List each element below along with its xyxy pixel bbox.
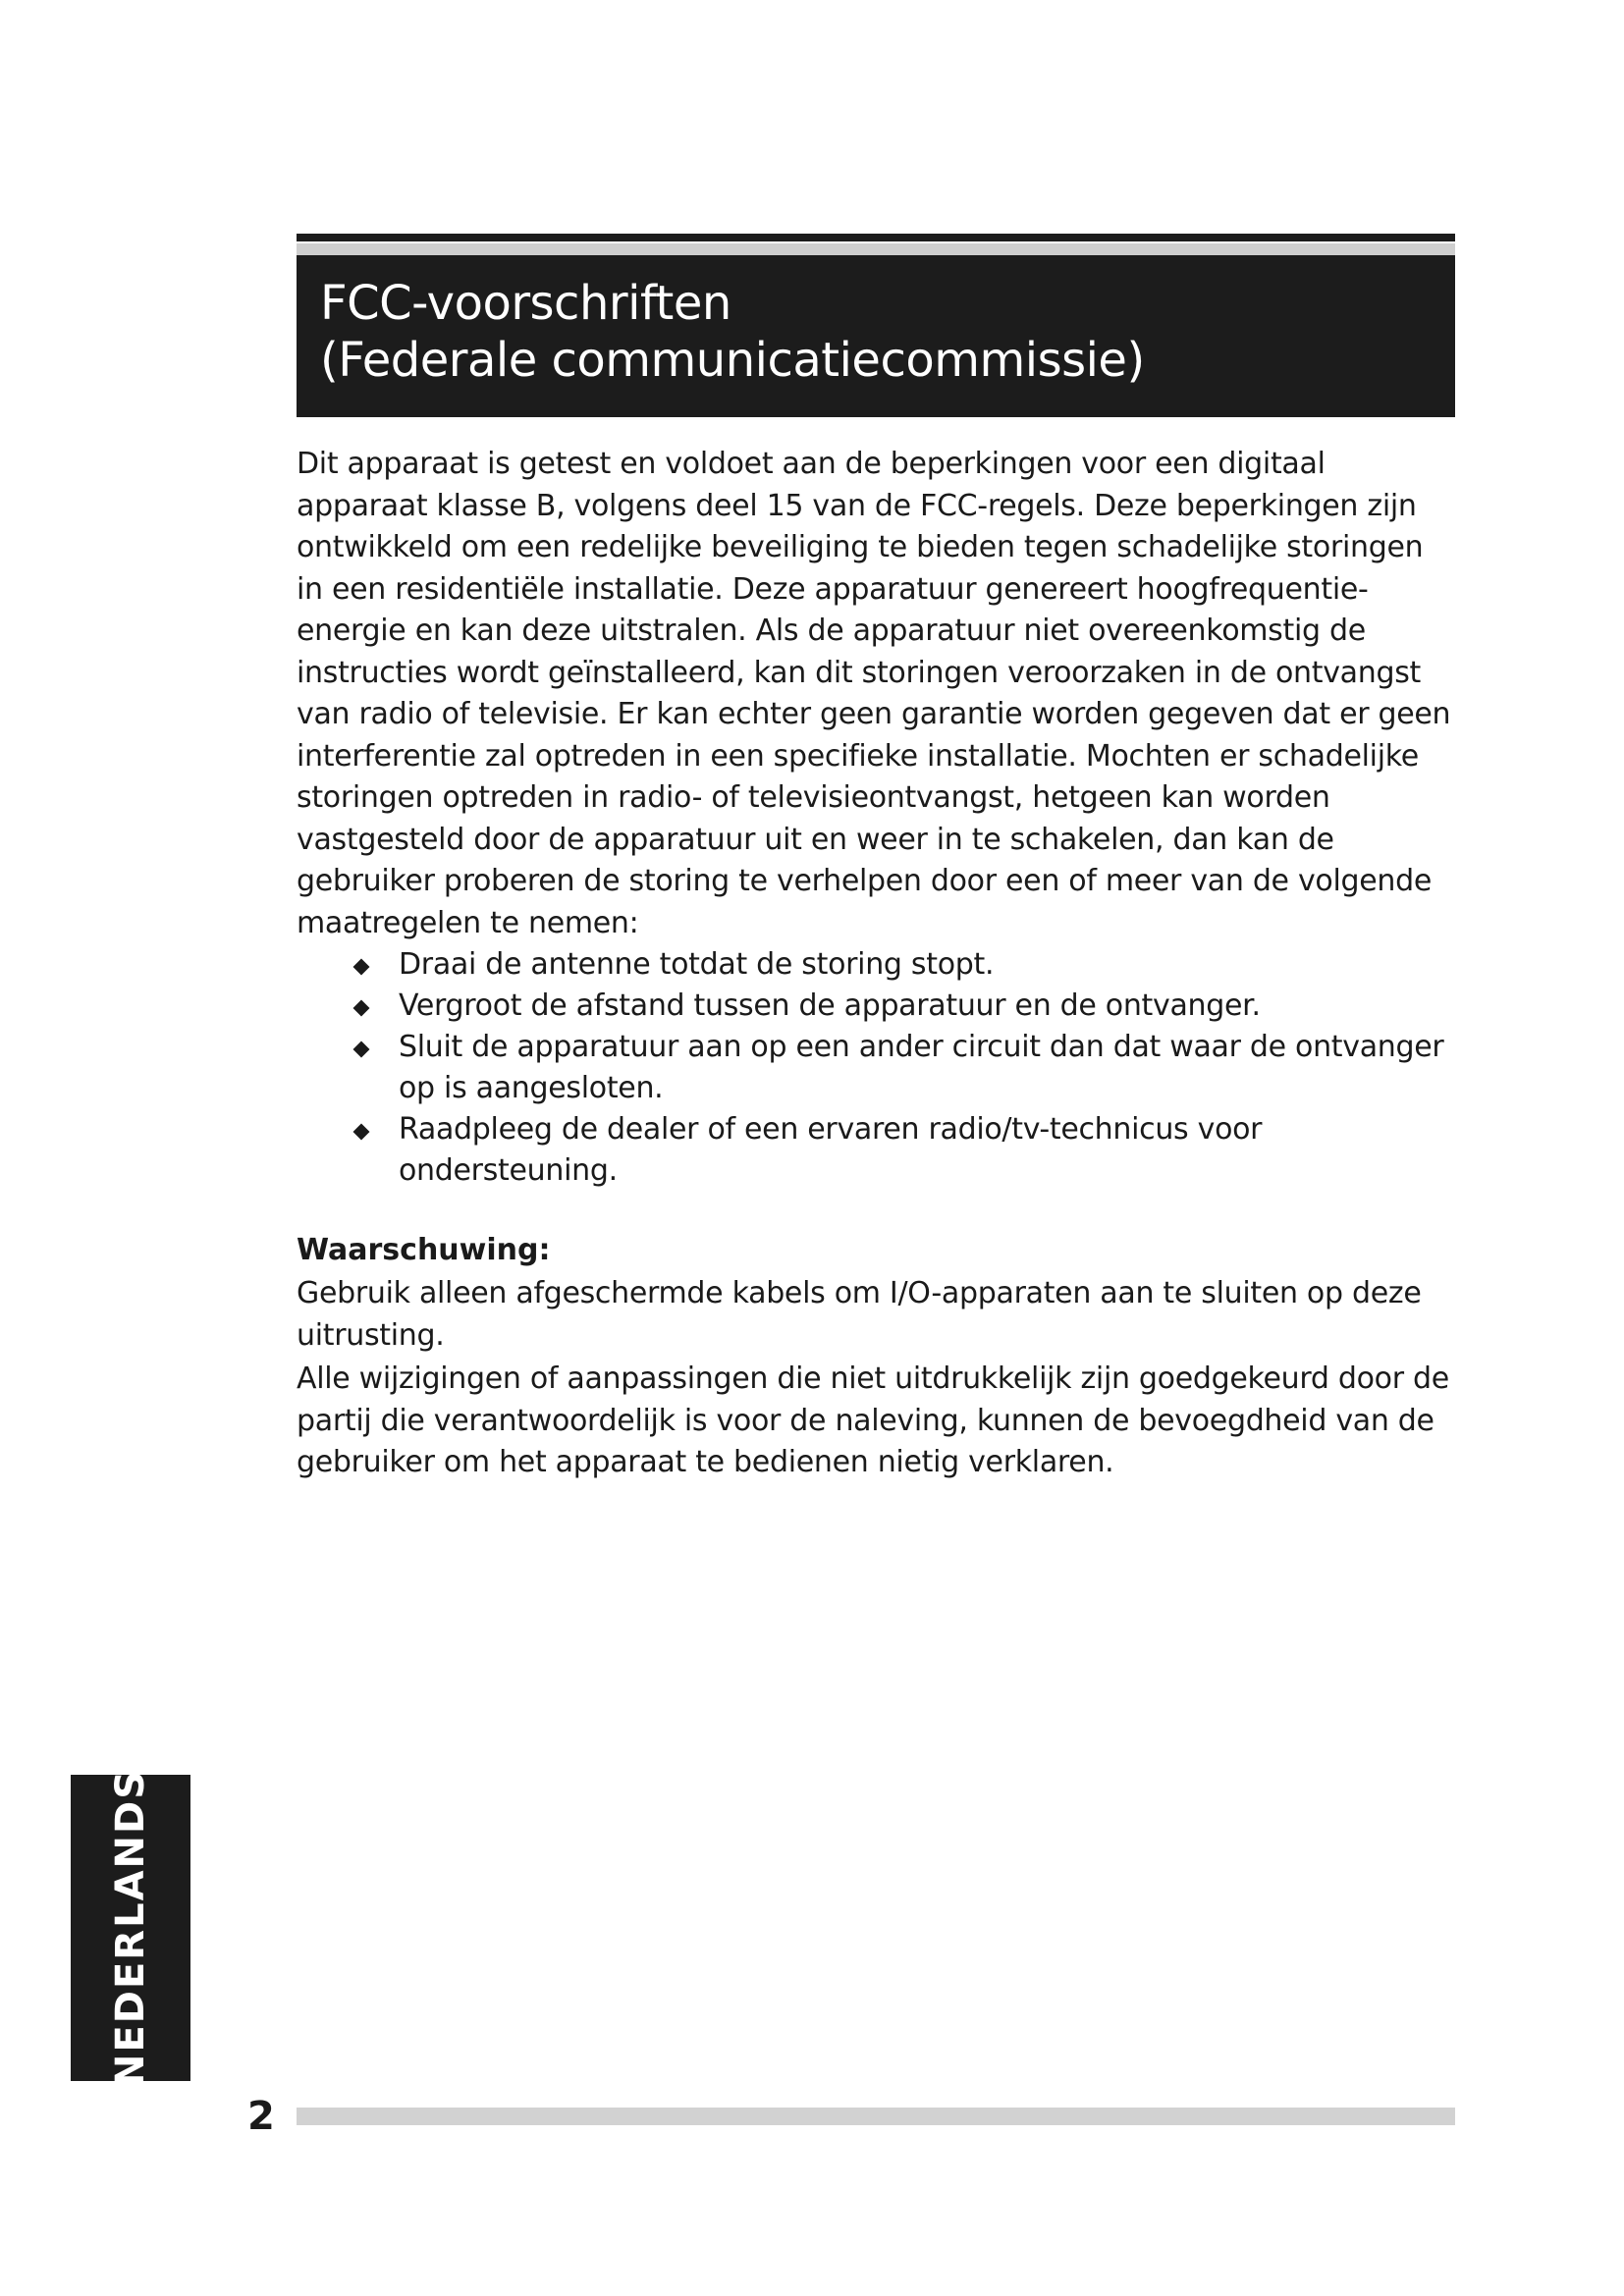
section-header bbox=[297, 255, 1455, 417]
section-title-line-2: (Federale communicatiecommissie) bbox=[320, 333, 1145, 388]
header-light-rule bbox=[297, 243, 1455, 255]
list-item bbox=[350, 1109, 1449, 1192]
warning-text-cables: Gebruik alleen afgeschermde kabels om I/O-apparaten aan te sluiten op deze uitrusting. bbox=[297, 1276, 1422, 1353]
list-item-text: Sluit de apparatuur aan op een ander circuit dan dat waar de ontvanger op is aangesloten. bbox=[399, 1030, 1444, 1105]
list-item-text: Vergroot de afstand tussen de apparatuur en de ontvanger. bbox=[399, 988, 1261, 1023]
intro-paragraph: Dit apparaat is getest en voldoet aan de beperkingen voor een digitaal apparaat klasse B, volgens deel 15 van de FCC-regels. Deze beperkingen zijn ontwikkeld om een redelijke beveiliging te bieden tegen schadelijke storingen in een residentiële installatie. Deze apparatuur genereert hoogfrequentie-energie en kan deze uitstralen. Als de apparatuur niet overeenkomstig de instructies wordt geïnstalleerd, kan dit storingen veroorzaken in de ontvangst van radio of televisie. Er kan echter geen garantie worden gegeven dat er geen interferentie zal optreden in een specifieke installatie. Mochten er schadelijke storingen optreden in radio- of televisieontvangst, hetgeen kan worden vastgesteld door de apparatuur uit en weer in te schakelen, dan kan de gebruiker proberen de storing te verhelpen door een of meer van de volgende maatregelen te nemen: bbox=[297, 447, 1451, 940]
footer-rule bbox=[297, 2108, 1455, 2125]
language-label: NEDERLANDS bbox=[108, 1768, 153, 2088]
list-item bbox=[350, 944, 1449, 986]
warning-heading: Waarschuwing: bbox=[297, 1233, 551, 1267]
diamond-bullet-icon bbox=[353, 1000, 370, 1017]
diamond-bullet-icon bbox=[353, 959, 370, 976]
section-title bbox=[320, 275, 1455, 389]
list-item bbox=[350, 986, 1449, 1027]
diamond-bullet-icon bbox=[353, 1124, 370, 1141]
header-top-rule bbox=[297, 234, 1455, 241]
diamond-bullet-icon bbox=[353, 1041, 370, 1058]
section-title-line-1: FCC-voorschriften bbox=[320, 276, 731, 331]
list-item-text: Raadpleeg de dealer of een ervaren radio/tv-technicus voor ondersteuning. bbox=[399, 1112, 1263, 1188]
measures-list bbox=[350, 944, 1449, 1192]
page-number: 2 bbox=[247, 2094, 275, 2139]
warning-text-modifications: Alle wijzigingen of aanpassingen die niet uitdrukkelijk zijn goedgekeurd door de partij die verantwoordelijk is voor de naleving, kunnen de bevoegdheid van de gebruiker om het apparaat te bedienen nietig verklaren. bbox=[297, 1362, 1449, 1479]
list-item-text: Draai de antenne totdat de storing stopt. bbox=[399, 947, 995, 982]
list-item bbox=[350, 1027, 1449, 1109]
